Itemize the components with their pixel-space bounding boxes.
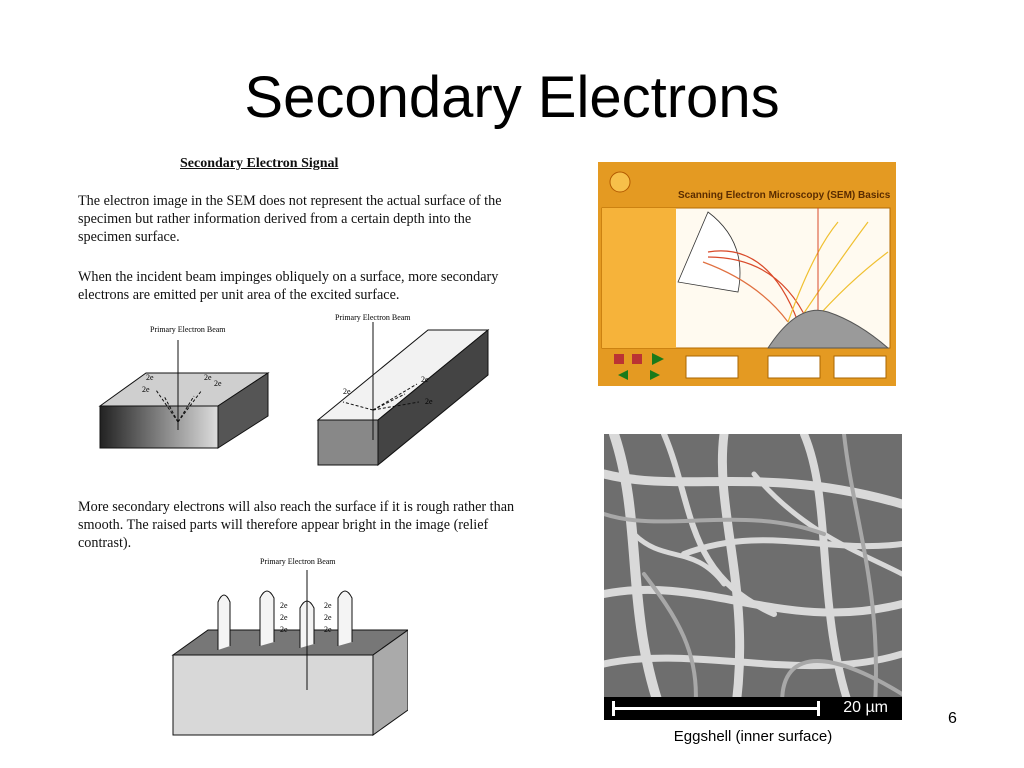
tilted-block-diagram <box>313 310 513 470</box>
stop-button <box>614 354 624 364</box>
rough-e-label-1: 2e <box>280 601 288 610</box>
micrograph-caption: Eggshell (inner surface) <box>673 728 833 745</box>
scale-bar <box>604 697 902 720</box>
rough-e-label-4: 2e <box>324 601 332 610</box>
rough-e-label-6: 2e <box>324 625 332 634</box>
scanned-figure <box>78 150 518 745</box>
rough-surface-diagram <box>168 550 408 740</box>
scan-paragraph-3: More secondary electrons will also reach the surface if it is rough rather than smooth. The raised parts will therefore appear bright in the image (relief contrast). <box>78 499 515 551</box>
pause-button <box>632 354 642 364</box>
flat-block-diagram <box>98 318 278 458</box>
tilted-e-label-1: 2e <box>343 387 351 396</box>
rough-e-label-5: 2e <box>324 613 332 622</box>
slide-title: Secondary Electrons <box>244 65 780 130</box>
sem-basics-inset <box>598 162 896 386</box>
rough-e-label-2: 2e <box>280 613 288 622</box>
tilted-beam-label: Primary Electron Beam <box>335 313 411 322</box>
tilted-e-label-2: 2e <box>421 375 429 384</box>
tilted-e-label-3: 2e <box>425 397 433 406</box>
flat-e-label-1: 2e <box>146 373 154 382</box>
scan-paragraph-1: The electron image in the SEM does not represent the actual surface of the specimen but rather information derived from a certain depth into the specimen surface. <box>78 193 502 245</box>
scan-paragraph-2: When the incident beam impinges obliquely on a surface, more secondary electrons are emitted per unit area of the excited surface. <box>78 269 499 303</box>
scale-label: 20 µm <box>843 699 888 716</box>
eggshell-micrograph <box>604 434 902 720</box>
scan-heading: Secondary Electron Signal <box>180 156 339 171</box>
rough-beam-label: Primary Electron Beam <box>260 557 336 566</box>
rough-e-label-3: 2e <box>280 625 288 634</box>
page-number: 6 <box>948 710 957 727</box>
flat-e-label-2: 2e <box>142 385 150 394</box>
sun-logo-icon <box>610 172 630 192</box>
flat-e-label-4: 2e <box>214 379 222 388</box>
flat-e-label-3: 2e <box>204 373 212 382</box>
flat-beam-label: Primary Electron Beam <box>150 325 226 334</box>
sem-inset-title: Scanning Electron Microscopy (SEM) Basics <box>678 190 891 201</box>
